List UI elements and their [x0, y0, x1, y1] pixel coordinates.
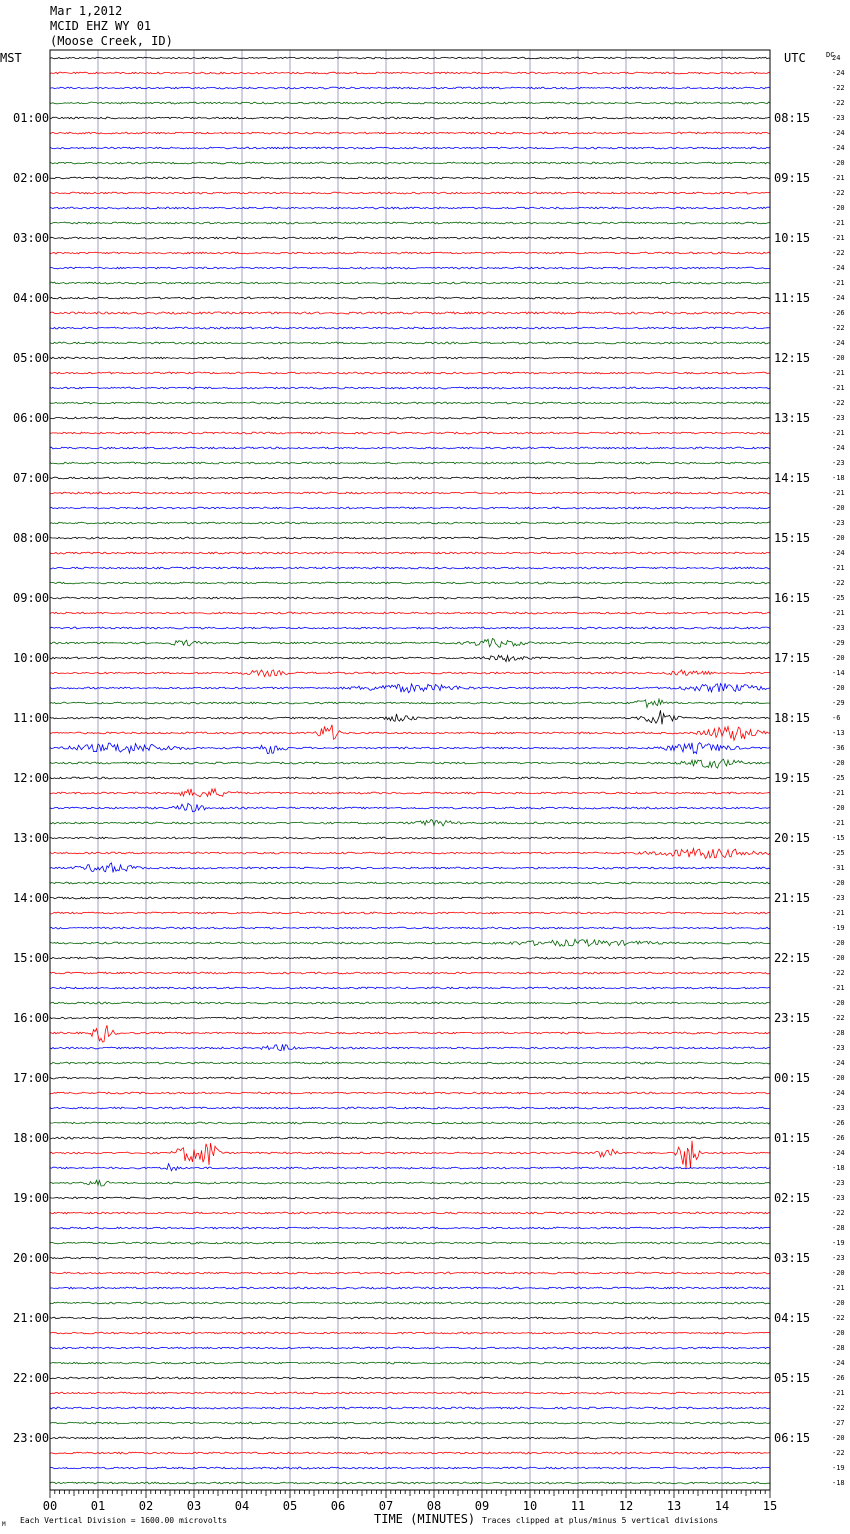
- mst-hour-label: 20:00: [13, 1251, 50, 1265]
- dc-offset-label: -20: [832, 1074, 845, 1082]
- dc-offset-label: -20: [832, 159, 845, 167]
- dc-offset-label: -20: [832, 534, 845, 542]
- mst-hour-label: 02:00: [13, 171, 50, 185]
- trace-line: [50, 312, 770, 314]
- dc-offset-label: -6: [832, 714, 841, 722]
- trace-line: [50, 725, 770, 741]
- trace-line: [50, 1025, 770, 1042]
- trace-line: [50, 759, 770, 768]
- dc-offset-label: -20: [832, 1434, 845, 1442]
- mst-hour-label: 06:00: [13, 411, 50, 425]
- dc-offset-label: -20: [832, 939, 845, 947]
- utc-hour-label: 05:15: [774, 1371, 811, 1385]
- trace-line: [50, 597, 770, 599]
- dc-offset-label: -19: [832, 1239, 845, 1247]
- mst-hour-label: 12:00: [13, 771, 50, 785]
- mst-hour-label: 16:00: [13, 1011, 50, 1025]
- utc-hour-label: 14:15: [774, 471, 811, 485]
- mst-hour-label: 13:00: [13, 831, 50, 845]
- dc-offset-label: -20: [832, 684, 845, 692]
- utc-hour-label: 00:15: [774, 1071, 811, 1085]
- x-tick-label: 05: [282, 1499, 298, 1513]
- utc-hour-label: 08:15: [774, 111, 811, 125]
- trace-line: [50, 72, 770, 74]
- dc-offset-label: -22: [832, 1314, 845, 1322]
- dc-offset-label: -25: [832, 774, 845, 782]
- trace-line: [50, 1180, 770, 1186]
- trace-line: [50, 627, 770, 629]
- trace-line: [50, 492, 770, 494]
- x-axis-title: TIME (MINUTES): [374, 1512, 476, 1526]
- trace-line: [50, 372, 770, 374]
- dc-offset-label: -18: [832, 474, 845, 482]
- dc-offset-label: -20: [832, 759, 845, 767]
- trace-line: [50, 837, 770, 839]
- dc-offset-label: -21: [832, 369, 845, 377]
- trace-line: [50, 222, 770, 224]
- dc-offset-label: -21: [832, 174, 845, 182]
- dc-offset-label: -21: [832, 1389, 845, 1397]
- trace-line: [50, 683, 770, 692]
- dc-offset-label: -23: [832, 1254, 845, 1262]
- utc-hour-label: 23:15: [774, 1011, 811, 1025]
- dc-offset-label: -22: [832, 579, 845, 587]
- dc-offset-label: -23: [832, 519, 845, 527]
- dc-offset-label: -24: [832, 1089, 845, 1097]
- utc-hour-label: 10:15: [774, 231, 811, 245]
- trace-line: [50, 639, 770, 648]
- trace-line: [50, 655, 770, 661]
- dc-offset-label: -18: [832, 1164, 845, 1172]
- vertical-gridlines: [98, 50, 722, 1490]
- x-tick-label: 09: [474, 1499, 490, 1513]
- dc-offset-label: -22: [832, 1209, 845, 1217]
- dc-offset-label: -22: [832, 324, 845, 332]
- trace-line: [50, 1002, 770, 1004]
- dc-offset-label: -24: [832, 339, 845, 347]
- trace-line: [50, 882, 770, 884]
- dc-offset-label: -21: [832, 609, 845, 617]
- mst-hour-label: 18:00: [13, 1131, 50, 1145]
- trace-line: [50, 582, 770, 584]
- utc-hour-label: 21:15: [774, 891, 811, 905]
- dc-offset-label: -20: [832, 804, 845, 812]
- trace-line: [50, 789, 770, 797]
- dc-offset-label: -20: [832, 999, 845, 1007]
- trace-line: [50, 743, 770, 754]
- trace-line: [50, 1044, 770, 1050]
- trace-line: [50, 207, 770, 209]
- utc-hour-label: 12:15: [774, 351, 811, 365]
- trace-line: [50, 1302, 770, 1304]
- dc-offset-label: -20: [832, 654, 845, 662]
- trace-line: [50, 1122, 770, 1124]
- trace-line: [50, 417, 770, 419]
- trace-line: [50, 1141, 770, 1169]
- dc-offset-label: -23: [832, 1104, 845, 1112]
- trace-line: [50, 939, 770, 946]
- trace-line: [50, 87, 770, 89]
- dc-offset-label: -24: [832, 444, 845, 452]
- dc-offset-label: -26: [832, 309, 845, 317]
- trace-line: [50, 1197, 770, 1199]
- dc-offset-label: -22: [832, 189, 845, 197]
- dc-axis-label: DC: [826, 51, 835, 59]
- mst-hour-label: 22:00: [13, 1371, 50, 1385]
- dc-offset-label: -24: [832, 264, 845, 272]
- utc-hour-labels: [774, 111, 810, 1445]
- dc-offset-label: -20: [832, 204, 845, 212]
- trace-line: [50, 912, 770, 914]
- x-tick-label: 06: [330, 1499, 346, 1513]
- trace-line: [50, 710, 770, 724]
- utc-hour-label: 04:15: [774, 1311, 811, 1325]
- dc-offset-label: -21: [832, 429, 845, 437]
- trace-line: [50, 897, 770, 899]
- trace-line: [50, 1257, 770, 1259]
- trace-line: [50, 1242, 770, 1244]
- utc-hour-label: 19:15: [774, 771, 811, 785]
- dc-offset-label: -25: [832, 594, 845, 602]
- dc-offset-label: -18: [832, 1479, 845, 1487]
- dc-offset-label: -20: [832, 1329, 845, 1337]
- dc-offset-label: -21: [832, 819, 845, 827]
- dc-offset-label: -26: [832, 1134, 845, 1142]
- dc-offset-label: -21: [832, 279, 845, 287]
- trace-line: [50, 1347, 770, 1349]
- mst-hour-label: 23:00: [13, 1431, 50, 1445]
- trace-line: [50, 402, 770, 404]
- dc-offset-label: -29: [832, 699, 845, 707]
- trace-line: [50, 1017, 770, 1019]
- dc-offset-label: -21: [832, 984, 845, 992]
- trace-line: [50, 57, 770, 59]
- dc-offset-label: -23: [832, 459, 845, 467]
- trace-line: [50, 342, 770, 344]
- trace-line: [50, 927, 770, 929]
- dc-offset-label: -20: [832, 954, 845, 962]
- dc-offset-label: -19: [832, 924, 845, 932]
- trace-line: [50, 612, 770, 614]
- dc-offset-label: -22: [832, 1014, 845, 1022]
- trace-line: [50, 267, 770, 269]
- trace-line: [50, 1212, 770, 1214]
- time-axis: [43, 1490, 777, 1513]
- dc-offset-label: -22: [832, 84, 845, 92]
- trace-line: [50, 849, 770, 859]
- trace-line: [50, 192, 770, 194]
- trace-line: [50, 972, 770, 974]
- dc-offset-label: -28: [832, 1224, 845, 1232]
- trace-line: [50, 777, 770, 779]
- x-tick-label: 02: [138, 1499, 154, 1513]
- trace-line: [50, 537, 770, 539]
- trace-line: [50, 1362, 770, 1364]
- dc-offset-label: -28: [832, 1029, 845, 1037]
- trace-line: [50, 357, 770, 359]
- x-tick-label: 03: [186, 1499, 202, 1513]
- trace-line: [50, 1332, 770, 1334]
- dc-offset-label: -26: [832, 1374, 845, 1382]
- x-tick-label: 08: [426, 1499, 442, 1513]
- dc-offset-label: -15: [832, 834, 845, 842]
- mst-axis-label: MST: [0, 51, 22, 65]
- dc-offset-label: -21: [832, 789, 845, 797]
- dc-offset-label: -13: [832, 729, 845, 737]
- trace-line: [50, 522, 770, 524]
- utc-hour-label: 13:15: [774, 411, 811, 425]
- scale-note: Each Vertical Division = 1600.00 microvolts: [20, 1516, 228, 1525]
- trace-line: [50, 1164, 770, 1171]
- utc-hour-label: 20:15: [774, 831, 811, 845]
- dc-offset-label: -22: [832, 399, 845, 407]
- mst-hour-label: 17:00: [13, 1071, 50, 1085]
- mst-hour-labels: [13, 111, 49, 1445]
- x-tick-label: 11: [570, 1499, 586, 1513]
- dc-offset-label: -24: [832, 1359, 845, 1367]
- trace-line: [50, 432, 770, 434]
- utc-hour-label: 02:15: [774, 1191, 811, 1205]
- x-tick-label: 14: [714, 1499, 730, 1513]
- plot-frame: [50, 50, 770, 1490]
- dc-offset-label: -23: [832, 1179, 845, 1187]
- corner-mark: M: [2, 1521, 6, 1528]
- dc-offset-label: -22: [832, 249, 845, 257]
- trace-line: [50, 820, 770, 826]
- trace-line: [50, 132, 770, 134]
- dc-offset-label: -23: [832, 894, 845, 902]
- station-label: MCID EHZ WY 01: [50, 19, 152, 33]
- mst-hour-label: 10:00: [13, 651, 50, 665]
- dc-offset-label: -24: [832, 294, 845, 302]
- utc-hour-label: 09:15: [774, 171, 811, 185]
- dc-offset-label: -20: [832, 354, 845, 362]
- mst-hour-label: 04:00: [13, 291, 50, 305]
- trace-line: [50, 102, 770, 104]
- dc-offset-label: -23: [832, 1044, 845, 1052]
- dc-offset-label: -21: [832, 234, 845, 242]
- trace-line: [50, 387, 770, 389]
- mst-hour-label: 05:00: [13, 351, 50, 365]
- trace-line: [50, 477, 770, 479]
- dc-offset-label: -29: [832, 639, 845, 647]
- trace-line: [50, 447, 770, 449]
- dc-offset-label: -14: [832, 669, 845, 677]
- trace-line: [50, 670, 770, 677]
- trace-line: [50, 1437, 770, 1439]
- trace-line: [50, 162, 770, 164]
- dc-offset-label: -22: [832, 99, 845, 107]
- x-tick-label: 01: [90, 1499, 106, 1513]
- utc-hour-label: 06:15: [774, 1431, 811, 1445]
- trace-line: [50, 1137, 770, 1139]
- x-tick-label: 10: [522, 1499, 538, 1513]
- dc-offset-label: -25: [832, 849, 845, 857]
- trace-line: [50, 1062, 770, 1064]
- date-label: Mar 1,2012: [50, 4, 123, 18]
- utc-hour-label: 11:15: [774, 291, 811, 305]
- dc-offset-label: -36: [832, 744, 845, 752]
- trace-line: [50, 1287, 770, 1289]
- trace-line: [50, 282, 770, 284]
- utc-hour-label: 15:15: [774, 531, 811, 545]
- dc-offset-label: -24: [832, 129, 845, 137]
- dc-offset-label: -27: [832, 1419, 845, 1427]
- x-tick-label: 04: [234, 1499, 250, 1513]
- trace-line: [50, 1407, 770, 1409]
- location-label: (Moose Creek, ID): [50, 34, 173, 48]
- mst-hour-label: 15:00: [13, 951, 50, 965]
- dc-offset-label: -28: [832, 1344, 845, 1352]
- trace-line: [50, 863, 770, 873]
- dc-offset-label: -21: [832, 384, 845, 392]
- dc-offset-label: -21: [832, 489, 845, 497]
- dc-offset-label: -22: [832, 1449, 845, 1457]
- trace-line: [50, 297, 770, 299]
- dc-offset-label: -22: [832, 1404, 845, 1412]
- trace-line: [50, 147, 770, 149]
- trace-line: [50, 507, 770, 509]
- trace-line: [50, 1092, 770, 1094]
- utc-axis-label: UTC: [784, 51, 806, 65]
- dc-offset-label: -24: [832, 144, 845, 152]
- trace-line: [50, 1452, 770, 1454]
- mst-hour-label: 14:00: [13, 891, 50, 905]
- dc-offset-label: -24: [832, 1059, 845, 1067]
- dc-offset-label: -20: [832, 1299, 845, 1307]
- mst-hour-label: 08:00: [13, 531, 50, 545]
- clip-note: Traces clipped at plus/minus 5 vertical divisions: [482, 1516, 719, 1525]
- trace-line: [50, 1317, 770, 1319]
- trace-line: [50, 957, 770, 959]
- mst-hour-label: 07:00: [13, 471, 50, 485]
- trace-line: [50, 1107, 770, 1109]
- x-tick-label: 12: [618, 1499, 634, 1513]
- utc-hour-label: 17:15: [774, 651, 811, 665]
- x-tick-label: 07: [378, 1499, 394, 1513]
- dc-offset-label: -23: [832, 114, 845, 122]
- trace-line: [50, 117, 770, 119]
- x-tick-label: 13: [666, 1499, 682, 1513]
- trace-line: [50, 552, 770, 554]
- x-tick-label: 00: [42, 1499, 58, 1513]
- trace-line: [50, 1467, 770, 1469]
- dc-offset-label: -21: [832, 219, 845, 227]
- dc-offset-label: -22: [832, 969, 845, 977]
- x-tick-label: 15: [762, 1499, 778, 1513]
- trace-line: [50, 177, 770, 179]
- trace-line: [50, 987, 770, 989]
- trace-line: [50, 327, 770, 329]
- trace-line: [50, 1392, 770, 1394]
- seismic-traces: [50, 57, 770, 1484]
- dc-offset-label: -21: [832, 909, 845, 917]
- trace-line: [50, 1272, 770, 1274]
- mst-hour-label: 03:00: [13, 231, 50, 245]
- dc-offset-label: -23: [832, 1194, 845, 1202]
- dc-offset-label: -31: [832, 864, 845, 872]
- dc-offset-label: -20: [832, 504, 845, 512]
- dc-offset-label: -23: [832, 414, 845, 422]
- mst-hour-label: 21:00: [13, 1311, 50, 1325]
- dc-offset-label: -21: [832, 564, 845, 572]
- trace-line: [50, 1377, 770, 1379]
- trace-line: [50, 252, 770, 254]
- dc-offset-label: -23: [832, 624, 845, 632]
- dc-offset-label: -24: [832, 1149, 845, 1157]
- trace-line: [50, 699, 770, 707]
- dc-offset-label: -24: [832, 549, 845, 557]
- trace-line: [50, 462, 770, 464]
- mst-hour-label: 19:00: [13, 1191, 50, 1205]
- utc-hour-label: 18:15: [774, 711, 811, 725]
- trace-line: [50, 237, 770, 239]
- trace-line: [50, 1422, 770, 1424]
- dc-offset-label: 24: [832, 54, 841, 62]
- dc-offset-labels: [832, 54, 845, 1487]
- dc-offset-label: -19: [832, 1464, 845, 1472]
- trace-line: [50, 1077, 770, 1079]
- trace-line: [50, 803, 770, 811]
- mst-hour-label: 11:00: [13, 711, 50, 725]
- dc-offset-label: -21: [832, 1284, 845, 1292]
- utc-hour-label: 16:15: [774, 591, 811, 605]
- utc-hour-label: 22:15: [774, 951, 811, 965]
- mst-hour-label: 09:00: [13, 591, 50, 605]
- dc-offset-label: -24: [832, 69, 845, 77]
- dc-offset-label: -20: [832, 1269, 845, 1277]
- utc-hour-label: 01:15: [774, 1131, 811, 1145]
- mst-hour-label: 01:00: [13, 111, 50, 125]
- dc-offset-label: -26: [832, 1119, 845, 1127]
- dc-offset-label: -20: [832, 879, 845, 887]
- utc-hour-label: 03:15: [774, 1251, 811, 1265]
- trace-line: [50, 1227, 770, 1229]
- trace-line: [50, 567, 770, 569]
- trace-line: [50, 1482, 770, 1484]
